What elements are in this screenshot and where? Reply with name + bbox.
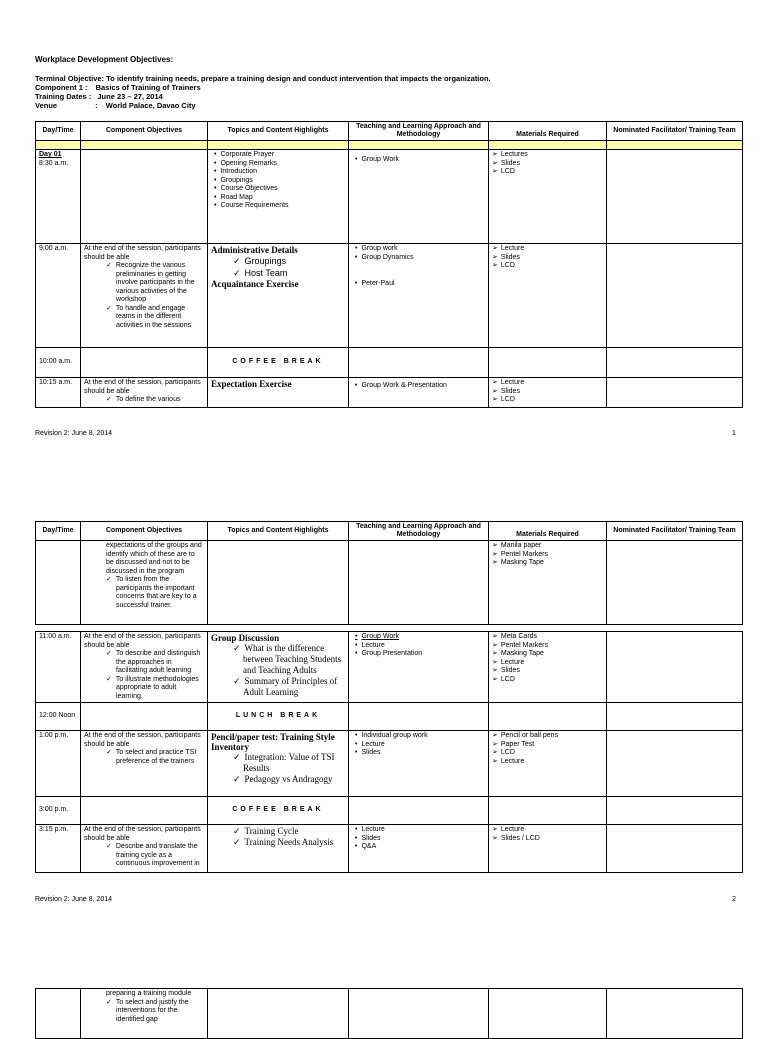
list-item: • Group Work & Presentation bbox=[364, 382, 485, 391]
list-item: ✓ Recognize the various preliminaries in getting involve participants in the various activities of the workshop bbox=[106, 262, 204, 305]
list-item: ✓ Describe and translate the training cycle as a continuous improvement in bbox=[106, 843, 204, 869]
list-item: ➢ Masking Tape bbox=[502, 650, 603, 659]
col-header: Topics and Content Highlights bbox=[208, 122, 349, 141]
topic-heading: Pencil/paper test: Training Style Inventory bbox=[211, 732, 335, 752]
table-row bbox=[36, 989, 743, 1039]
list-item: ➢ LCD bbox=[502, 676, 603, 685]
list-item: ➢ Slides bbox=[502, 254, 603, 263]
coffee-break-label: COFFEE BREAK bbox=[208, 348, 349, 378]
col-header: Teaching and Learning Approach and Methodology bbox=[349, 122, 489, 141]
topics-list bbox=[211, 151, 345, 211]
table-row bbox=[36, 731, 743, 797]
page-number: 2 bbox=[732, 896, 736, 903]
table-row bbox=[36, 703, 743, 731]
list-item: ➢ Lectures bbox=[502, 151, 603, 160]
table-row bbox=[36, 797, 743, 825]
col-header: Teaching and Learning Approach and Methodology bbox=[349, 522, 489, 541]
time-cell: 3:15 p.m. bbox=[36, 825, 81, 873]
venue-sep: : bbox=[95, 101, 98, 110]
terminal-objective bbox=[35, 74, 491, 83]
component-line bbox=[35, 83, 201, 92]
dates-value: June 23 – 27, 2014 bbox=[97, 92, 163, 101]
list-item: ✓ To listen from the participants the important concerns that are key to a successful trainer. bbox=[106, 576, 204, 610]
topic-heading: Expectation Exercise bbox=[211, 379, 292, 389]
table-row bbox=[36, 244, 743, 348]
list-item: ➢ Slides bbox=[502, 667, 603, 676]
list-item: • Q&A bbox=[364, 843, 485, 852]
list-item: • Peter-Paul bbox=[364, 280, 485, 289]
list-item: • Groupings bbox=[223, 177, 345, 186]
time-cell bbox=[36, 150, 81, 244]
list-item: ✓ To handle and engage teams in the different activities in the sessions bbox=[106, 305, 204, 331]
col-header: Day/Time bbox=[36, 122, 81, 141]
time-cell: 3:00 p.m. bbox=[36, 797, 81, 825]
time-cell: 11:00 a.m. bbox=[36, 632, 81, 703]
list-item: • Opening Remarks bbox=[223, 160, 345, 169]
objective-continued: preparing a training module bbox=[106, 990, 192, 997]
table-row bbox=[36, 541, 743, 625]
page-title: Workplace Development Objectives: bbox=[35, 55, 174, 64]
table-header-row bbox=[36, 122, 743, 141]
topic-heading: Group Discussion bbox=[211, 633, 280, 643]
list-item: ➢ Pencil or ball pens bbox=[502, 732, 603, 741]
list-item: ✓ What is the difference between Teaching Students and Teaching Adults bbox=[233, 643, 345, 676]
list-item: ➢ Paper Test bbox=[502, 741, 603, 750]
list-item: ➢ LCD bbox=[502, 396, 603, 405]
list-item: ✓ To select and justify the interventions for the identified gap bbox=[106, 999, 204, 1025]
table-row bbox=[36, 825, 743, 873]
list-item: ➢ LCD bbox=[502, 168, 603, 177]
list-item: ➢ Manila paper bbox=[502, 542, 603, 551]
schedule-table-page1 bbox=[35, 121, 743, 408]
list-item: ✓ Training Cycle bbox=[233, 826, 345, 837]
list-item: • Slides bbox=[364, 749, 485, 758]
time-cell: 12:00 Noon bbox=[36, 703, 81, 731]
list-item: • Slides bbox=[364, 835, 485, 844]
list-item: • Corporate Prayer bbox=[223, 151, 345, 160]
highlight-row bbox=[36, 141, 743, 150]
objective-intro: At the end of the session, participants should be able bbox=[84, 826, 201, 842]
list-item: ➢ Pentel Markers bbox=[502, 551, 603, 560]
col-header: Materials Required bbox=[489, 522, 607, 541]
list-item: ➢ LCD bbox=[502, 749, 603, 758]
list-item: ✓ To define the various bbox=[106, 396, 204, 405]
list-item: ✓ To illustrate methodologies appropriate to adult learning. bbox=[106, 676, 204, 702]
list-item: ➢ Lecture bbox=[502, 245, 603, 254]
day-label: Day 01 bbox=[39, 151, 62, 158]
col-header: Day/Time bbox=[36, 522, 81, 541]
list-item: • Group work bbox=[364, 245, 485, 254]
topic-heading: Acquaintance Exercise bbox=[211, 279, 299, 289]
list-item: ➢ Slides bbox=[502, 160, 603, 169]
lunch-break-label: LUNCH BREAK bbox=[208, 703, 349, 731]
terminal-label: Terminal Objective: bbox=[35, 74, 105, 83]
col-header: Materials Required bbox=[489, 122, 607, 141]
time-cell: 10:15 a.m. bbox=[36, 378, 81, 408]
list-item: ✓ To describe and distinguish the approaches in facilitating adult learning bbox=[106, 650, 204, 676]
materials-list bbox=[492, 151, 603, 177]
list-item: ➢ LCD bbox=[502, 262, 603, 271]
list-item: • Introduction bbox=[223, 168, 345, 177]
list-item: ➢ Slides / LCD bbox=[502, 835, 603, 844]
list-item: ✓ Pedagogy vs Andragogy bbox=[233, 774, 345, 785]
venue-label: Venue bbox=[35, 101, 58, 110]
list-item: ➢ Meta Cards bbox=[502, 633, 603, 642]
list-item: ✓ Groupings bbox=[233, 255, 345, 267]
list-item: • Road Map bbox=[223, 194, 345, 203]
footer-revision: Revision 2: June 8, 2014 bbox=[35, 430, 113, 437]
list-item: ✓ To select and practice TSI preference of the trainers bbox=[106, 749, 204, 766]
list-item: ➢ Lecture bbox=[502, 659, 603, 668]
list-item: • Course Objectives bbox=[223, 185, 345, 194]
list-item: • Lecture bbox=[364, 741, 485, 750]
venue-line bbox=[35, 101, 196, 110]
table-header-row bbox=[36, 522, 743, 541]
objective-continued: expectations of the groups and identify which of these are to be discussed and not to be discussed in the program bbox=[106, 542, 202, 575]
list-item: ✓ Integration: Value of TSI Results bbox=[233, 752, 345, 774]
schedule-table-page2b bbox=[35, 631, 743, 873]
list-item: • Individual group work bbox=[364, 732, 485, 741]
footer-revision: Revision 2: June 8, 2014 bbox=[35, 896, 113, 903]
list-item: • Lecture bbox=[364, 642, 485, 651]
list-item: ➢ Masking Tape bbox=[502, 559, 603, 568]
list-item: • Lecture bbox=[364, 826, 485, 835]
list-item: ➢ Lecture bbox=[502, 379, 603, 388]
time-label: 8:30 a.m. bbox=[39, 159, 69, 167]
list-item: ➢ Lecture bbox=[502, 826, 603, 835]
objective-intro: At the end of the session, participants should be able bbox=[84, 245, 201, 261]
table-row bbox=[36, 348, 743, 378]
schedule-table-page3 bbox=[35, 988, 743, 1039]
list-item: • Group Work bbox=[364, 633, 485, 642]
col-header: Nominated Facilitator/ Training Team bbox=[607, 522, 743, 541]
col-header: Nominated Facilitator/ Training Team bbox=[607, 122, 743, 141]
component-value: Basics of Training of Trainers bbox=[95, 83, 201, 92]
time-cell: 1:00 p.m. bbox=[36, 731, 81, 797]
col-header: Component Objectives bbox=[81, 522, 208, 541]
list-item: ➢ Lecture bbox=[502, 758, 603, 767]
list-item: ✓ Training Needs Analysis bbox=[233, 837, 345, 848]
topic-heading: Administrative Details bbox=[211, 245, 298, 255]
list-item: • Group Dynamics bbox=[364, 254, 485, 263]
list-item: ➢ Pentel Markers bbox=[502, 642, 603, 651]
table-row bbox=[36, 150, 743, 244]
list-item: ➢ Slides bbox=[502, 388, 603, 397]
component-label: Component 1 : bbox=[35, 83, 88, 92]
objective-intro: At the end of the session, participants should be able bbox=[84, 732, 201, 748]
list-item: • Group Presentation bbox=[364, 650, 485, 659]
list-item: • Course Requirements bbox=[223, 202, 345, 211]
terminal-text: To identify training needs, prepare a training design and conduct intervention that impacts the organization. bbox=[106, 74, 491, 83]
table-row bbox=[36, 632, 743, 703]
objective-intro: At the end of the session, participants should be able bbox=[84, 633, 201, 649]
time-cell: 9:00 a.m. bbox=[36, 244, 81, 348]
table-row bbox=[36, 378, 743, 408]
col-header: Component Objectives bbox=[81, 122, 208, 141]
dates-label: Training Dates : bbox=[35, 92, 92, 101]
list-item: ✓ Host Team bbox=[233, 267, 345, 279]
venue-value: World Palace, Davao City bbox=[105, 101, 196, 110]
col-header: Topics and Content Highlights bbox=[208, 522, 349, 541]
coffee-break-label: COFFEE BREAK bbox=[208, 797, 349, 825]
dates-line bbox=[35, 92, 163, 101]
schedule-table-page2 bbox=[35, 521, 743, 625]
page-number: 1 bbox=[732, 430, 736, 437]
time-cell: 10:00 a.m. bbox=[36, 348, 81, 378]
list-item: • Group Work bbox=[364, 156, 485, 165]
objective-intro: At the end of the session, participants should be able bbox=[84, 379, 201, 395]
list-item: ✓ Summary of Principles of Adult Learning bbox=[233, 676, 345, 698]
